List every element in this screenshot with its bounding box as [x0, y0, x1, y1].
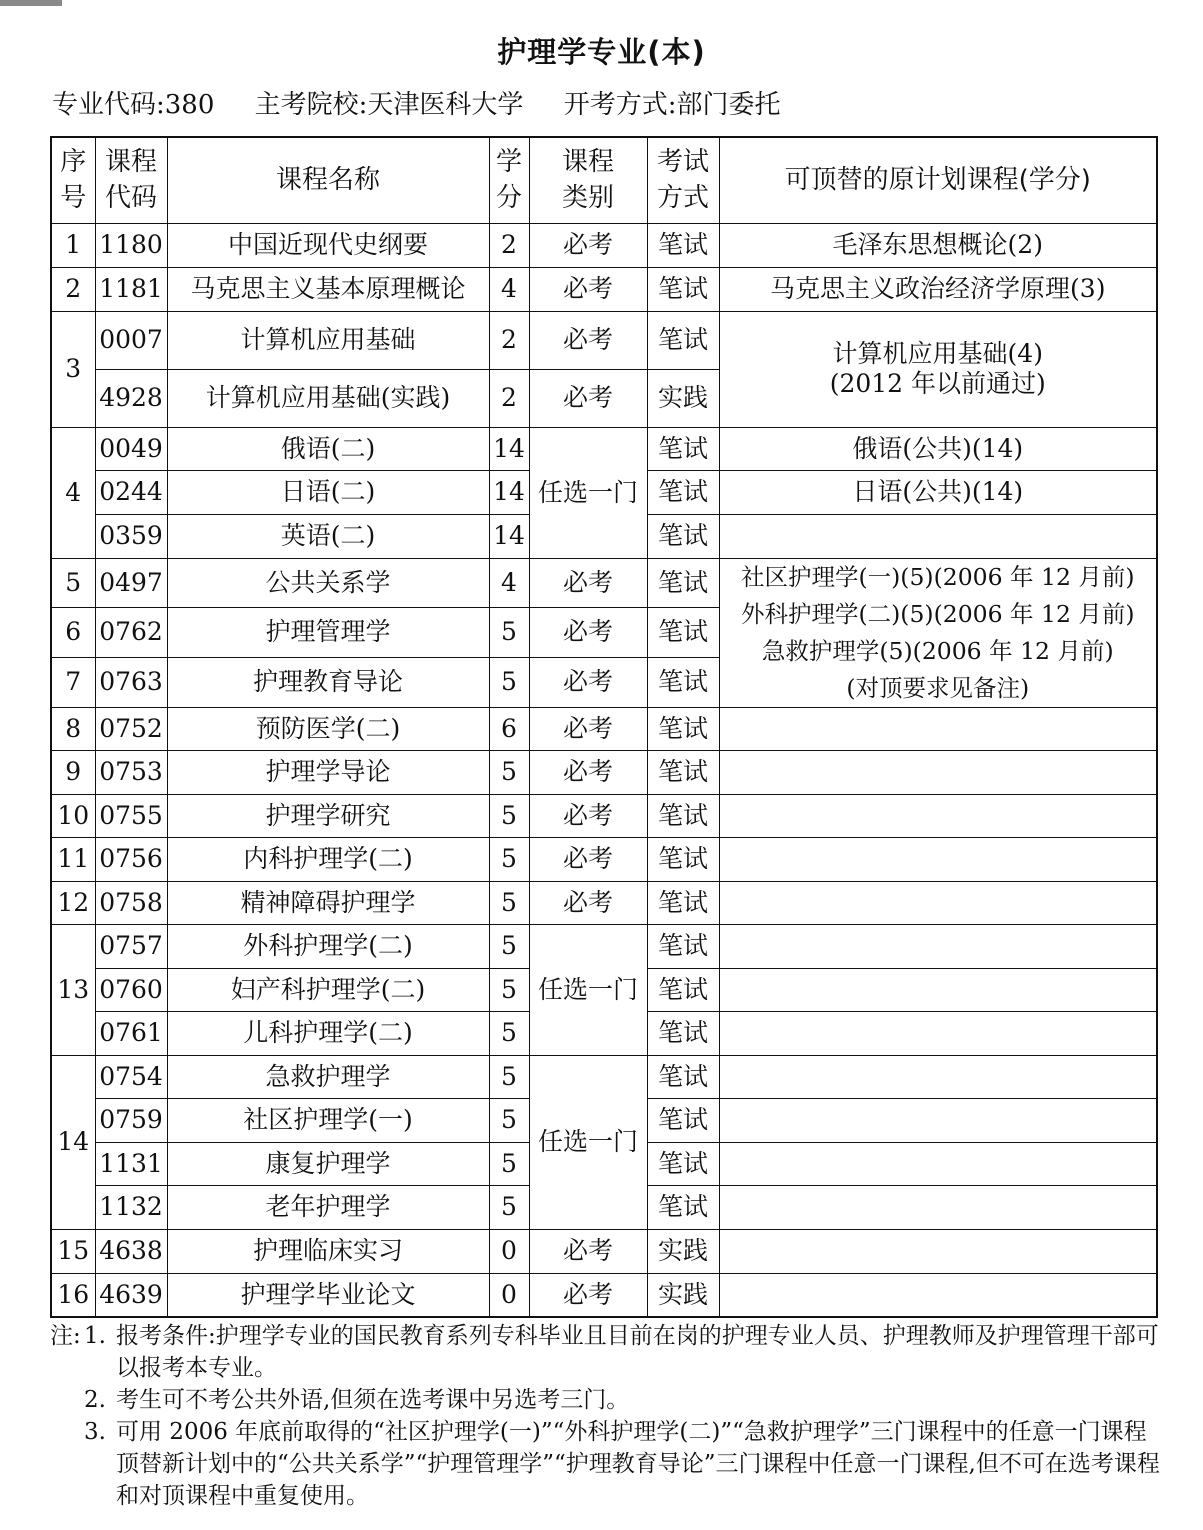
note-item	[50, 1384, 1160, 1416]
replace-line: 外科护理学(二)(5)(2006 年 12 月前)	[740, 599, 1135, 628]
note-text: 考生可不考公共外语,但须在选考课中另选考三门。	[116, 1387, 630, 1413]
cell-replace	[719, 837, 1157, 881]
cell-seq: 11	[51, 837, 95, 881]
cell-exam: 笔试	[647, 558, 719, 607]
cell-replace	[719, 1185, 1157, 1229]
cell-type: 必考	[529, 558, 647, 607]
cell-seq: 5	[51, 558, 95, 607]
cell-name: 俄语(二)	[167, 427, 489, 470]
header-name: 课程名称	[167, 137, 489, 223]
cell-name: 护理学导论	[167, 750, 489, 794]
cell-credit: 2	[489, 369, 529, 427]
cell-seq: 4	[51, 427, 95, 558]
cell-replace: 毛泽东思想概论(2)	[719, 223, 1157, 267]
cell-code: 0049	[95, 427, 167, 470]
cell-credit: 14	[489, 427, 529, 470]
cell-replace: 马克思主义政治经济学原理(3)	[719, 267, 1157, 311]
cell-replace	[719, 1229, 1157, 1273]
cell-credit: 2	[489, 223, 529, 267]
cell-exam: 笔试	[647, 514, 719, 558]
cell-exam: 笔试	[647, 1142, 719, 1185]
cell-credit: 14	[489, 514, 529, 558]
cell-code: 0754	[95, 1055, 167, 1098]
cell-replace: 日语(公共)(14)	[719, 470, 1157, 514]
cell-name: 马克思主义基本原理概论	[167, 267, 489, 311]
cell-code: 0762	[95, 607, 167, 657]
note-number: 1.	[84, 1323, 106, 1349]
notes-section	[50, 1320, 1160, 1512]
major-meta	[52, 84, 812, 121]
header-code: 课程代码	[95, 137, 167, 223]
cell-name: 护理临床实习	[167, 1229, 489, 1273]
table-row	[51, 750, 1157, 794]
header-replace: 可顶替的原计划课程(学分)	[719, 137, 1157, 223]
cell-replace: 俄语(公共)(14)	[719, 427, 1157, 470]
table-row	[51, 794, 1157, 837]
table-row	[51, 267, 1157, 311]
cell-type: 必考	[529, 658, 647, 707]
cell-name: 老年护理学	[167, 1185, 489, 1229]
cell-credit: 5	[489, 1055, 529, 1098]
cell-seq: 15	[51, 1229, 95, 1273]
cell-credit: 5	[489, 968, 529, 1011]
cell-code: 1181	[95, 267, 167, 311]
cell-replace	[719, 1142, 1157, 1185]
cell-exam: 笔试	[647, 427, 719, 470]
cell-name: 计算机应用基础	[167, 311, 489, 369]
cell-exam: 笔试	[647, 267, 719, 311]
cell-exam: 笔试	[647, 924, 719, 968]
cell-code: 1131	[95, 1142, 167, 1185]
cell-credit: 4	[489, 267, 529, 311]
cell-credit: 2	[489, 311, 529, 369]
table-row	[51, 1229, 1157, 1273]
cell-name: 精神障碍护理学	[167, 881, 489, 924]
note-text: 报考条件:护理学专业的国民教育系列专科毕业且目前在岗的护理专业人员、护理教师及护理管理干部可以报考本专业。	[116, 1323, 1159, 1381]
replace-line: 社区护理学(一)(5)(2006 年 12 月前)	[740, 562, 1135, 591]
cell-seq: 10	[51, 794, 95, 837]
cell-type: 必考	[529, 607, 647, 657]
cell-exam: 笔试	[647, 1055, 719, 1098]
cell-code: 0755	[95, 794, 167, 837]
cell-replace	[719, 924, 1157, 968]
cell-exam: 笔试	[647, 607, 719, 657]
cell-code: 0756	[95, 837, 167, 881]
cell-exam: 笔试	[647, 707, 719, 750]
cell-credit: 5	[489, 750, 529, 794]
cell-credit: 5	[489, 1142, 529, 1185]
cell-exam: 笔试	[647, 223, 719, 267]
cell-replace	[719, 1011, 1157, 1055]
table-row	[51, 558, 1157, 607]
cell-exam: 笔试	[647, 470, 719, 514]
cell-replace	[719, 1273, 1157, 1317]
exam-mode: 开考方式:部门委托	[563, 90, 781, 120]
cell-seq: 9	[51, 750, 95, 794]
cell-name: 护理学毕业论文	[167, 1273, 489, 1317]
cell-code: 0359	[95, 514, 167, 558]
table-row	[51, 1273, 1157, 1317]
cell-credit: 5	[489, 1098, 529, 1142]
cell-credit: 5	[489, 794, 529, 837]
cell-code: 0760	[95, 968, 167, 1011]
cell-name: 护理学研究	[167, 794, 489, 837]
cell-code: 0753	[95, 750, 167, 794]
cell-type: 必考	[529, 369, 647, 427]
cell-name: 儿科护理学(二)	[167, 1011, 489, 1055]
cell-exam: 笔试	[647, 1185, 719, 1229]
table-row	[51, 881, 1157, 924]
cell-seq: 7	[51, 658, 95, 707]
corner-mark	[0, 0, 62, 6]
cell-type: 任选一门	[529, 924, 647, 1055]
cell-replace	[719, 1098, 1157, 1142]
cell-type: 必考	[529, 1273, 647, 1317]
cell-name: 社区护理学(一)	[167, 1098, 489, 1142]
cell-name: 护理管理学	[167, 607, 489, 657]
table-row	[51, 924, 1157, 968]
cell-type: 必考	[529, 223, 647, 267]
cell-code: 0759	[95, 1098, 167, 1142]
note-text: 可用 2006 年底前取得的“社区护理学(一)”“外科护理学(二)”“急救护理学”三门课程中的任意一门课程顶替新计划中的“公共关系学”“护理管理学”“护理教育导论”三门课程中任意一门课程,但不可在选考课程和对顶课程中重复使用。	[116, 1419, 1160, 1509]
cell-name: 中国近现代史纲要	[167, 223, 489, 267]
cell-seq: 6	[51, 607, 95, 657]
cell-exam: 笔试	[647, 1098, 719, 1142]
cell-exam: 笔试	[647, 837, 719, 881]
cell-replace	[719, 1055, 1157, 1098]
cell-credit: 5	[489, 658, 529, 707]
cell-credit: 0	[489, 1229, 529, 1273]
cell-type: 任选一门	[529, 1055, 647, 1229]
cell-name: 外科护理学(二)	[167, 924, 489, 968]
cell-code: 0757	[95, 924, 167, 968]
replace-line: (对顶要求见备注)	[846, 673, 1030, 702]
cell-type: 任选一门	[529, 427, 647, 558]
cell-seq: 16	[51, 1273, 95, 1317]
page-title: 护理学专业(本)	[497, 35, 706, 69]
cell-exam: 笔试	[647, 1011, 719, 1055]
cell-code: 0752	[95, 707, 167, 750]
cell-name: 计算机应用基础(实践)	[167, 369, 489, 427]
cell-type: 必考	[529, 794, 647, 837]
notes-lead: 注:	[50, 1323, 81, 1349]
cell-exam: 实践	[647, 1273, 719, 1317]
cell-credit: 0	[489, 1273, 529, 1317]
cell-exam: 笔试	[647, 311, 719, 369]
cell-replace	[719, 707, 1157, 750]
cell-replace	[719, 881, 1157, 924]
exam-school: 主考院校:天津医科大学	[254, 90, 524, 120]
cell-code: 4638	[95, 1229, 167, 1273]
cell-exam: 实践	[647, 369, 719, 427]
cell-type: 必考	[529, 707, 647, 750]
cell-seq: 8	[51, 707, 95, 750]
cell-credit: 14	[489, 470, 529, 514]
cell-replace	[719, 750, 1157, 794]
table-row	[51, 707, 1157, 750]
cell-name: 日语(二)	[167, 470, 489, 514]
cell-name: 内科护理学(二)	[167, 837, 489, 881]
replace-line: (2012 年以前通过)	[829, 369, 1046, 398]
cell-code: 0007	[95, 311, 167, 369]
cell-credit: 6	[489, 707, 529, 750]
cell-replace	[719, 558, 1157, 707]
cell-credit: 5	[489, 881, 529, 924]
note-number: 3.	[84, 1419, 106, 1445]
cell-credit: 4	[489, 558, 529, 607]
table-row	[51, 1055, 1157, 1098]
header-type: 课程类别	[529, 137, 647, 223]
cell-code: 0758	[95, 881, 167, 924]
table-row	[51, 223, 1157, 267]
cell-exam: 笔试	[647, 881, 719, 924]
cell-replace	[719, 311, 1157, 427]
cell-credit: 5	[489, 1185, 529, 1229]
cell-replace	[719, 514, 1157, 558]
note-number: 2.	[84, 1387, 106, 1413]
cell-code: 4639	[95, 1273, 167, 1317]
cell-credit: 5	[489, 837, 529, 881]
cell-type: 必考	[529, 267, 647, 311]
cell-type: 必考	[529, 311, 647, 369]
cell-name: 急救护理学	[167, 1055, 489, 1098]
header-seq: 序号	[51, 137, 95, 223]
table-row	[51, 837, 1157, 881]
cell-seq: 2	[51, 267, 95, 311]
cell-type: 必考	[529, 881, 647, 924]
cell-seq: 12	[51, 881, 95, 924]
cell-name: 公共关系学	[167, 558, 489, 607]
cell-exam: 实践	[647, 1229, 719, 1273]
cell-seq: 13	[51, 924, 95, 1055]
cell-seq: 3	[51, 311, 95, 427]
cell-credit: 5	[489, 924, 529, 968]
cell-code: 0244	[95, 470, 167, 514]
cell-name: 妇产科护理学(二)	[167, 968, 489, 1011]
cell-exam: 笔试	[647, 750, 719, 794]
replace-line: 急救护理学(5)(2006 年 12 月前)	[761, 636, 1114, 665]
cell-exam: 笔试	[647, 658, 719, 707]
cell-code: 4928	[95, 369, 167, 427]
cell-exam: 笔试	[647, 968, 719, 1011]
cell-credit: 5	[489, 607, 529, 657]
cell-type: 必考	[529, 1229, 647, 1273]
cell-code: 0761	[95, 1011, 167, 1055]
cell-seq: 1	[51, 223, 95, 267]
cell-code: 0763	[95, 658, 167, 707]
cell-code: 0497	[95, 558, 167, 607]
table-row	[51, 427, 1157, 470]
cell-name: 预防医学(二)	[167, 707, 489, 750]
cell-replace	[719, 968, 1157, 1011]
cell-exam: 笔试	[647, 794, 719, 837]
cell-name: 康复护理学	[167, 1142, 489, 1185]
replace-line: 计算机应用基础(4)	[832, 339, 1043, 368]
header-credit: 学分	[489, 137, 529, 223]
cell-code: 1180	[95, 223, 167, 267]
cell-replace	[719, 794, 1157, 837]
major-code: 专业代码:380	[52, 90, 215, 120]
table-row	[51, 311, 1157, 369]
header-exam: 考试方式	[647, 137, 719, 223]
table-header-row	[51, 137, 1157, 223]
note-item	[50, 1320, 1160, 1384]
course-table	[50, 136, 1158, 1318]
cell-name: 护理教育导论	[167, 658, 489, 707]
cell-type: 必考	[529, 837, 647, 881]
cell-name: 英语(二)	[167, 514, 489, 558]
cell-type: 必考	[529, 750, 647, 794]
cell-seq: 14	[51, 1055, 95, 1229]
cell-code: 1132	[95, 1185, 167, 1229]
cell-credit: 5	[489, 1011, 529, 1055]
note-item	[50, 1416, 1160, 1512]
